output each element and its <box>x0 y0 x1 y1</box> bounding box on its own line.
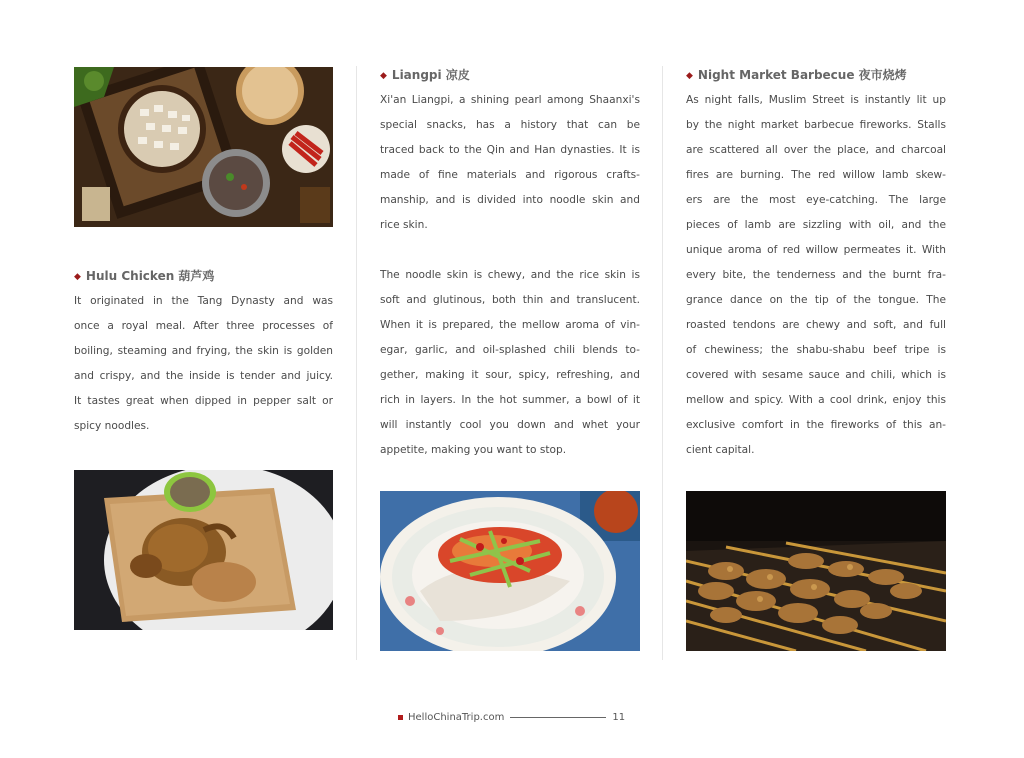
page-footer <box>398 710 625 724</box>
red-diamond-bullet-icon: ◆ <box>686 71 693 81</box>
text-line: rice skin. <box>380 219 428 231</box>
bbq-heading <box>686 66 946 84</box>
text-line: It originated in the Tang Dynasty and was <box>74 295 333 307</box>
hulu-description <box>74 289 333 439</box>
footer-site: HelloChinaTrip.com <box>408 711 505 723</box>
barbecue-skewers-photo <box>686 491 946 651</box>
text-line: will instantly cool you down and whet your <box>380 419 640 431</box>
text-line: of chewiness; the shabu-shabu beef tripe is <box>686 344 946 356</box>
text-line: every bite, the tenderness and the burnt fra- <box>686 269 946 281</box>
bbq-section <box>686 66 946 463</box>
text-line: soft and glutinous, both thin and translucent. <box>380 294 640 306</box>
text-line: appetite, making you want to stop. <box>380 444 567 456</box>
text-line: grance dance on the tip of the tongue. The <box>686 294 946 306</box>
text-line: once a royal meal. After three processes of <box>74 320 333 332</box>
bbq-title: Night Market Barbecue 夜市烧烤 <box>697 68 907 82</box>
text-line: ers are the most eye-catching. The large <box>686 194 946 206</box>
liangpi-title: Liangpi 凉皮 <box>391 68 470 82</box>
text-line: spicy noodles. <box>74 420 150 432</box>
text-line: mellow and spicy. With a cool drink, enjoy this <box>686 394 946 406</box>
liangpi-paragraph-2 <box>380 263 640 463</box>
text-line: gether, making it sour, spicy, refreshing, and <box>380 369 640 381</box>
text-line: covered with sesame sauce and chili, which is <box>686 369 946 381</box>
text-line: cient capital. <box>686 444 755 456</box>
text-line: boiling, steaming and frying, the skin is golden <box>74 345 333 357</box>
text-line: traced back to the Qin and Han dynasties. It is <box>380 144 640 156</box>
red-square-icon <box>398 715 403 720</box>
text-line: Xi'an Liangpi, a shining pearl among Shaanxi's <box>380 94 640 106</box>
text-line: by the night market barbecue fireworks. Stalls <box>686 119 946 131</box>
text-line: As night falls, Muslim Street is instantly lit up <box>686 94 946 106</box>
liangpi-photo <box>380 491 640 651</box>
red-diamond-bullet-icon: ◆ <box>74 272 81 282</box>
text-line: pieces of lamb are sizzling with oil, and the <box>686 219 946 231</box>
text-line: rich in layers. In the hot summer, a bowl of it <box>380 394 640 406</box>
hulu-heading <box>74 267 333 285</box>
text-line: roasted tendons are chewy and soft, and full <box>686 319 946 331</box>
liangpi-heading <box>380 66 640 84</box>
text-line: special snacks, has a history that can be <box>380 119 640 131</box>
text-line: fires are burning. The red willow lamb skew- <box>686 169 946 181</box>
text-line: It tastes great when dipped in pepper salt or <box>74 395 333 407</box>
text-line: and crispy, and the inside is tender and juicy. <box>74 370 333 382</box>
footer-rule <box>510 717 606 718</box>
text-line: made of fine materials and rigorous crafts- <box>380 169 640 181</box>
liangpi-section <box>380 66 640 463</box>
text-line: When it is prepared, the mellow aroma of vin- <box>380 319 640 331</box>
page-number: 11 <box>612 711 626 723</box>
column-divider-right <box>662 66 663 660</box>
column-divider-left <box>356 66 357 660</box>
liangpi-paragraph-1 <box>380 88 640 238</box>
text-line: are scattered all over the place, and charcoal <box>686 144 946 156</box>
text-line: unique aroma of red willow permeates it. With <box>686 244 946 256</box>
hulu-chicken-photo <box>74 470 333 630</box>
text-line: egar, garlic, and oil-splashed chili blends to- <box>380 344 640 356</box>
food-spread-photo <box>74 67 333 227</box>
hulu-title: Hulu Chicken 葫芦鸡 <box>85 269 215 283</box>
text-line: manship, and is divided into noodle skin and <box>380 194 640 206</box>
text-line: The noodle skin is chewy, and the rice skin is <box>380 269 640 281</box>
text-line: exclusive comfort in the fireworks of this an- <box>686 419 946 431</box>
hulu-section <box>74 267 333 439</box>
red-diamond-bullet-icon: ◆ <box>380 71 387 81</box>
bbq-description <box>686 88 946 463</box>
